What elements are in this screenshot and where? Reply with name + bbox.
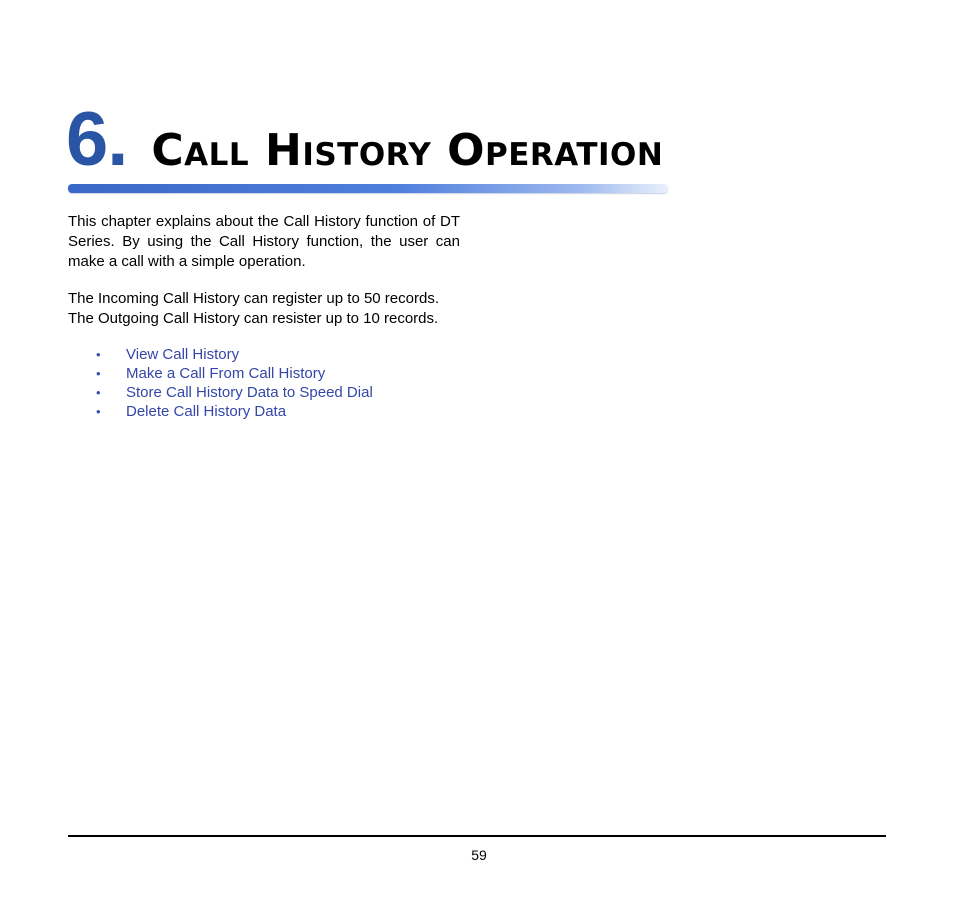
bullet-icon: • [96, 404, 101, 419]
section-link-list [96, 345, 373, 421]
chapter-heading [66, 96, 664, 182]
title-underline-rule [68, 184, 668, 193]
list-item [96, 402, 373, 421]
intro-paragraph: This chapter explains about the Call History function of DT Series. By using the Call History function, the user can make a call with a simple operation. [68, 213, 460, 270]
bullet-icon: • [96, 366, 101, 381]
link-view-call-history[interactable]: View Call History [126, 346, 240, 363]
chapter-title: Call History Operation [151, 125, 664, 176]
history-capacity-paragraph [68, 289, 460, 329]
outgoing-history-capacity: The Outgoing Call History can resister up to 10 records. [68, 310, 439, 327]
link-store-history-speed-dial[interactable]: Store Call History Data to Speed Dial [126, 384, 373, 401]
bullet-icon: • [96, 385, 101, 400]
page-number: 59 [471, 847, 487, 863]
bullet-icon: • [96, 347, 101, 362]
list-item [96, 364, 373, 383]
incoming-history-capacity: The Incoming Call History can register up to 50 records. [68, 290, 439, 307]
link-delete-call-history[interactable]: Delete Call History Data [126, 403, 287, 420]
list-item [96, 345, 373, 364]
footer-rule [68, 835, 886, 837]
intro-text [68, 212, 460, 329]
link-make-call-from-history[interactable]: Make a Call From Call History [126, 365, 326, 382]
chapter-number: 6. [66, 97, 128, 182]
list-item [96, 383, 373, 402]
